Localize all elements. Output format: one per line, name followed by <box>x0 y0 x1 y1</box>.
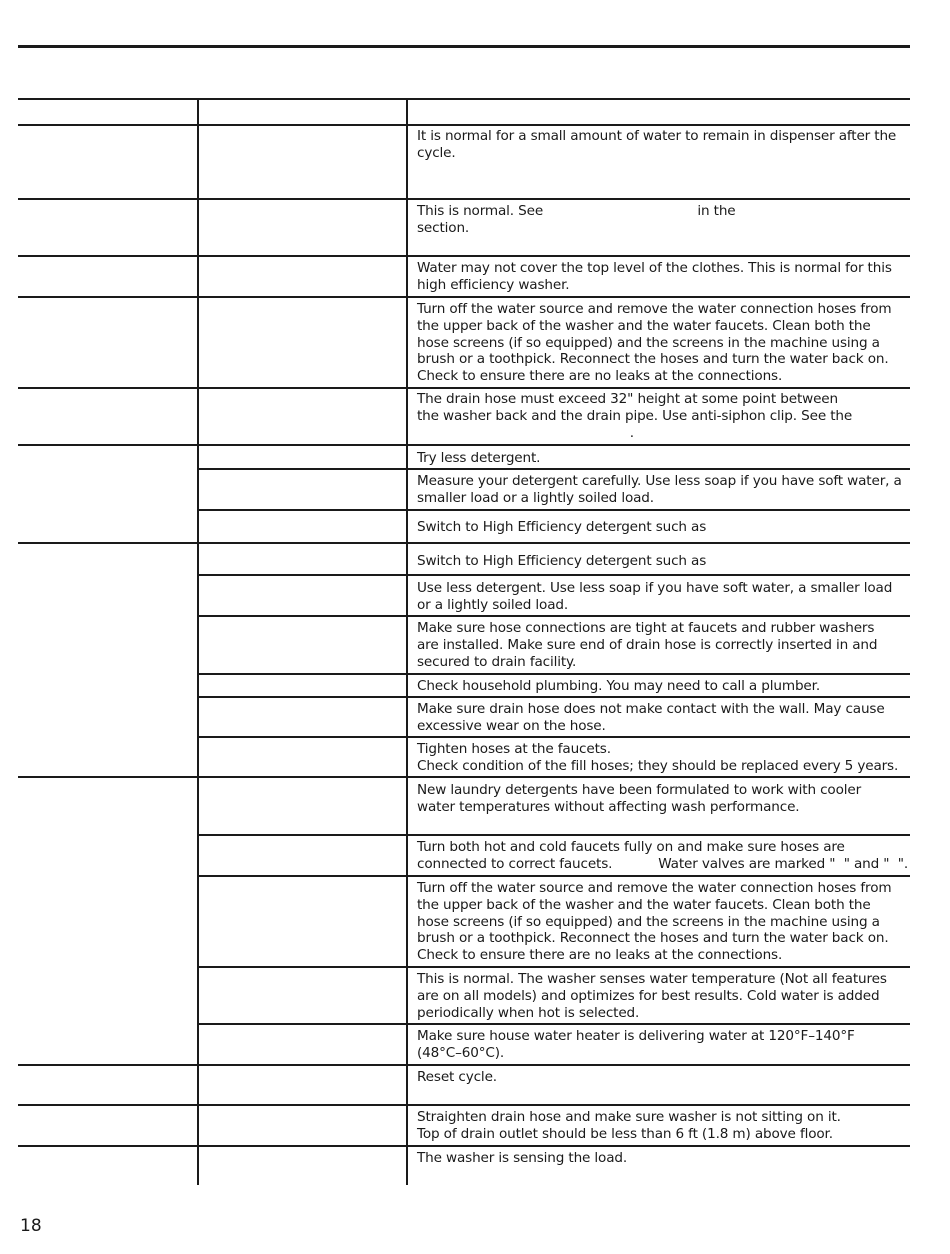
solution-text: The washer is sensing the load. <box>417 1150 628 1166</box>
solution-text: This is normal. See in the section. <box>417 203 736 236</box>
solution-text: Make sure drain hose does not make contact with the wall. May cause excessive wear on the hose. <box>417 701 885 734</box>
sub-row-rule <box>197 509 910 511</box>
sub-row-rule <box>197 615 910 617</box>
table-header-rule <box>18 124 910 126</box>
top-rule <box>18 45 910 48</box>
sub-row-rule <box>197 574 910 576</box>
sub-row-rule <box>197 875 910 877</box>
solution-text: Measure your detergent carefully. Use less soap if you have soft water, a smaller load or a lightly soiled load. <box>417 473 902 506</box>
table-header-rule <box>18 98 910 100</box>
sub-row-rule <box>197 1023 910 1025</box>
solution-text: This is normal. The washer senses water temperature (Not all features are on all models) and optimizes for best results. Cold water is added periodically when hot is selected. <box>417 971 887 1021</box>
solution-text: Turn off the water source and remove the water connection hoses from the upper back of the washer and the water faucets. Clean both the hose screens (if so equipped) and the screens in the machine using a brush or a toothpick. Reconnect the hoses and turn the water back on. Check to ensure there are no leaks at the connections. <box>417 301 892 385</box>
row-rule <box>18 1145 910 1147</box>
solution-text: Make sure house water heater is delivering water at 120°F–140°F (48°C–60°C). <box>417 1028 855 1061</box>
solution-text: Turn off the water source and remove the water connection hoses from the upper back of the washer and the water faucets. Clean both the hose screens (if so equipped) and the screens in the machine using a brush or a toothpick. Reconnect the hoses and turn the water back on. Check to ensure there are no leaks at the connections. <box>417 880 892 964</box>
page-number: 18 <box>20 1216 42 1236</box>
row-rule <box>18 776 910 778</box>
solution-text: New laundry detergents have been formulated to work with cooler water temperatures without affecting wash performance. <box>417 782 862 815</box>
row-rule <box>18 387 910 389</box>
solution-text: Make sure hose connections are tight at faucets and rubber washers are installed. Make sure end of drain hose is correctly inserted in and secured to drain facility. <box>417 620 878 670</box>
sub-row-rule <box>197 696 910 698</box>
solution-text: Straighten drain hose and make sure washer is not sitting on it. Top of drain outlet should be less than 6 ft (1.8 m) above floor. <box>417 1109 841 1142</box>
solution-text: The drain hose must exceed 32" height at some point between the washer back and the drain pipe. Use anti-siphon clip. See the . <box>417 391 853 441</box>
row-rule <box>18 296 910 298</box>
solution-text: Switch to High Efficiency detergent such as <box>417 553 707 569</box>
row-rule <box>18 198 910 200</box>
sub-row-rule <box>197 468 910 470</box>
sub-row-rule <box>197 966 910 968</box>
solution-text: Use less detergent. Use less soap if you have soft water, a smaller load or a lightly soiled load. <box>417 580 893 613</box>
solution-text: Try less detergent. <box>417 450 541 466</box>
row-rule <box>18 255 910 257</box>
sub-row-rule <box>197 834 910 836</box>
solution-text: Water may not cover the top level of the clothes. This is normal for this high efficiency washer. <box>417 260 892 293</box>
row-rule <box>18 444 910 446</box>
sub-row-rule <box>197 673 910 675</box>
row-rule <box>18 542 910 544</box>
row-rule <box>18 1104 910 1106</box>
solution-text: Tighten hoses at the faucets. Check condition of the fill hoses; they should be replaced every 5 years. <box>417 741 899 774</box>
sub-row-rule <box>197 736 910 738</box>
solution-text: Reset cycle. <box>417 1069 497 1085</box>
solution-text: Check household plumbing. You may need to call a plumber. <box>417 678 820 694</box>
solution-text: Turn both hot and cold faucets fully on and make sure hoses are connected to correct faucets. Water valves are marked " " and " ". <box>417 839 908 872</box>
solution-text: Switch to High Efficiency detergent such as <box>417 519 707 535</box>
solution-text: It is normal for a small amount of water to remain in dispenser after the cycle. <box>417 128 897 161</box>
row-rule <box>18 1064 910 1066</box>
